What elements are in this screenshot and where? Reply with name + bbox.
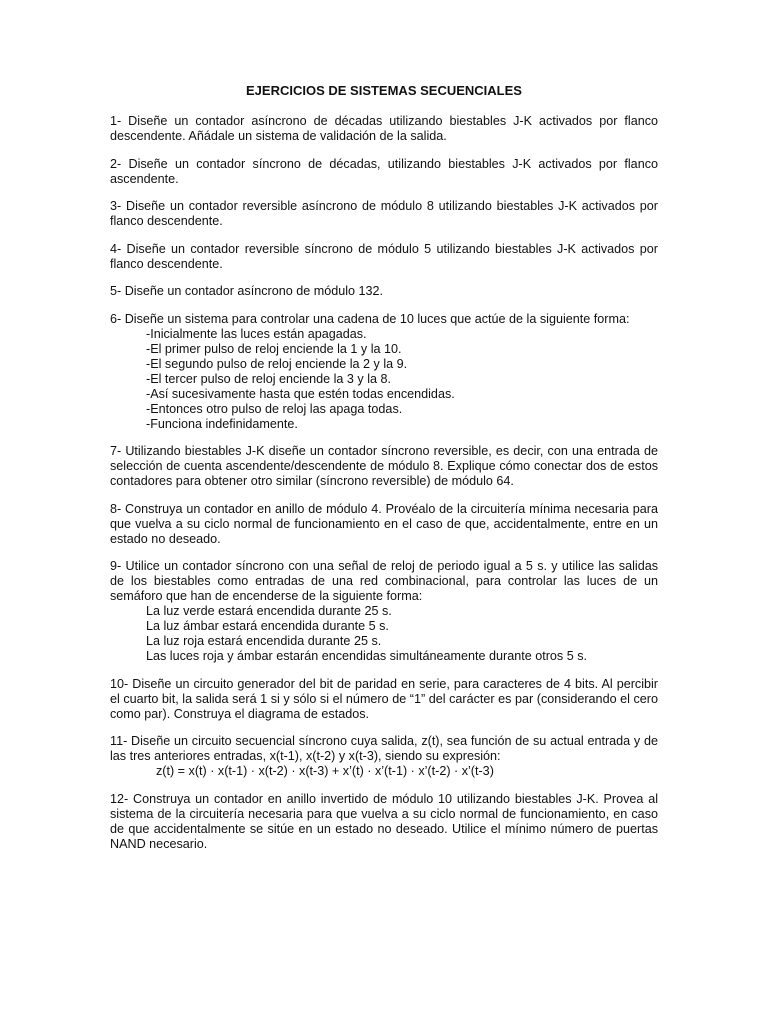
exercise-item-list xyxy=(110,604,658,664)
exercise-text: 12- Construya un contador en anillo invertido de módulo 10 utilizando biestables J-K. Provea al sistema de la circuitería necesaria para que vuelva a su ciclo normal de funcionamiento, en caso de que accidentalmente se sitúe en un estado no deseado. Utilice el mínimo número de puertas NAND necesario. xyxy=(110,791,658,851)
exercise-list xyxy=(110,114,658,864)
exercise-11 xyxy=(110,734,658,779)
exercise-6 xyxy=(110,312,658,432)
list-item: -Entonces otro pulso de reloj las apaga todas. xyxy=(146,401,403,416)
page-title: EJERCICIOS DE SISTEMAS SECUENCIALES xyxy=(246,83,522,98)
exercise-9 xyxy=(110,559,658,664)
exercise-text: 1- Diseñe un contador asíncrono de décadas utilizando biestables J-K activados por flanco descendente. Añádale un sistema de validación de la salida. xyxy=(110,114,658,143)
exercise-text: 3- Diseñe un contador reversible asíncrono de módulo 8 utilizando biestables J-K activados por flanco descendente. xyxy=(110,199,658,228)
list-item: -Inicialmente las luces están apagadas. xyxy=(146,326,367,341)
exercise-1 xyxy=(110,114,658,144)
list-item: -El tercer pulso de reloj enciende la 3 y la 8. xyxy=(146,371,392,386)
list-item: -Así sucesivamente hasta que estén todas encendidas. xyxy=(146,386,455,401)
list-item: -Funciona indefinidamente. xyxy=(146,416,298,431)
exercise-12 xyxy=(110,792,658,852)
exercise-8 xyxy=(110,502,658,547)
exercise-4 xyxy=(110,242,658,272)
exercise-item-list xyxy=(110,327,658,432)
exercise-5 xyxy=(110,284,658,299)
exercise-text: 5- Diseñe un contador asíncrono de módulo 132. xyxy=(110,284,384,298)
list-item: La luz roja estará encendida durante 25 s. xyxy=(146,634,382,648)
exercise-3 xyxy=(110,199,658,229)
exercise-text: 4- Diseñe un contador reversible síncrono de módulo 5 utilizando biestables J-K activados por flanco descendente. xyxy=(110,241,658,271)
exercise-text: 7- Utilizando biestables J-K diseñe un contador síncrono reversible, es decir, con una entrada de selección de cuenta ascendente/descendente de módulo 8. Explique cómo conectar dos de estos contadores para obtener otro similar (síncrono reversible) de módulo 64. xyxy=(110,444,658,488)
exercise-2 xyxy=(110,157,658,187)
exercise-text: 6- Diseñe un sistema para controlar una cadena de 10 luces que actúe de la siguiente forma: xyxy=(110,311,630,326)
exercise-text: 11- Diseñe un circuito secuencial síncrono cuya salida, z(t), sea función de su actual entrada y de las tres anteriores entradas, x(t-1), x(t-2) y x(t-3), siendo su expresión: xyxy=(110,734,658,763)
exercise-10 xyxy=(110,677,658,722)
exercise-text: 9- Utilice un contador síncrono con una señal de reloj de periodo igual a 5 s. y utilice las salidas de los biestables como entradas de una red combinacional, para controlar las luces de un semáforo que han de encenderse de la siguiente forma: xyxy=(110,559,658,603)
list-item: La luz ámbar estará encendida durante 5 s. xyxy=(146,619,389,633)
exercise-text: 2- Diseñe un contador síncrono de décadas, utilizando biestables J-K activados por flanco ascendente. xyxy=(110,156,658,186)
exercise-text: 10- Diseñe un circuito generador del bit de paridad en serie, para caracteres de 4 bits. Al percibir el cuarto bit, la salida será 1 si y sólo si el número de “1” del carácter es par (considerando el cero como par). Construya el diagrama de estados. xyxy=(110,676,658,721)
list-item: -El segundo pulso de reloj enciende la 2 y la 9. xyxy=(146,356,408,371)
exercise-7 xyxy=(110,444,658,489)
list-item: La luz verde estará encendida durante 25 s. xyxy=(146,604,392,618)
exercise-text: 8- Construya un contador en anillo de módulo 4. Provéalo de la circuitería mínima necesaria para que vuelva a su ciclo normal de funcionamiento en el caso de que, accidentalmente, entre en un estado no deseado. xyxy=(110,501,658,546)
list-item: -El primer pulso de reloj enciende la 1 y la 10. xyxy=(146,341,402,356)
formula: z(t) = x(t) · x(t-1) · x(t-2) · x(t-3) + x’(t) · x’(t-1) · x’(t-2) · x’(t-3) xyxy=(156,764,494,778)
list-item: Las luces roja y ámbar estarán encendidas simultáneamente durante otros 5 s. xyxy=(146,649,588,663)
